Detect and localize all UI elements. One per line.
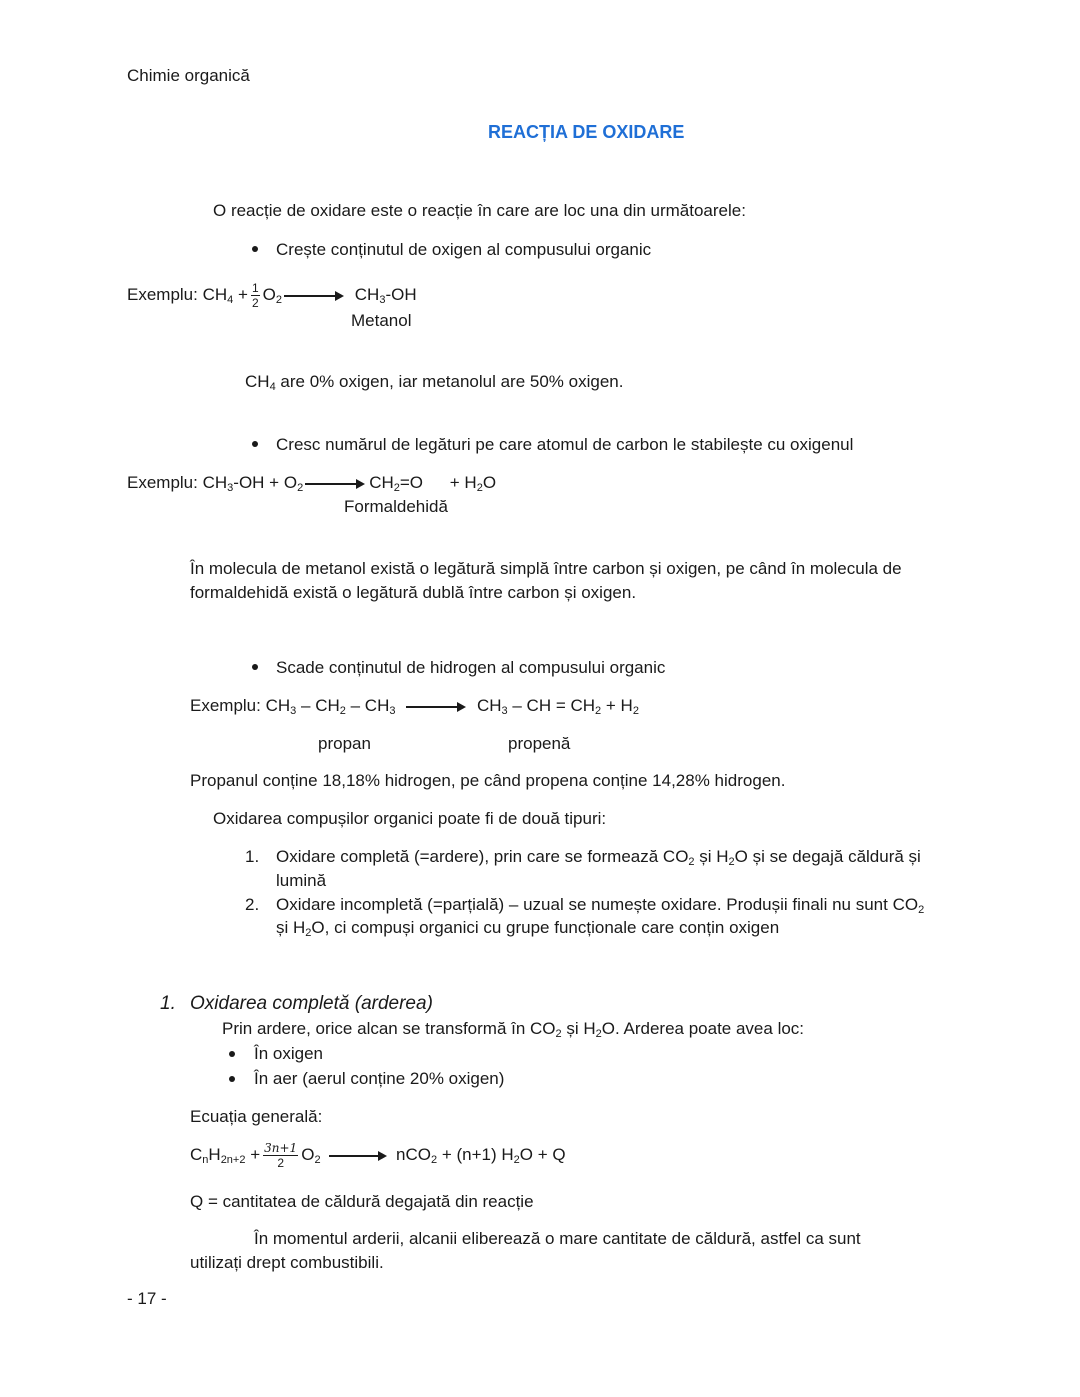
product-name-metanol: Metanol: [351, 311, 412, 330]
reaction-arrow-icon: [284, 295, 342, 297]
reaction-arrow-icon: [305, 483, 363, 485]
criterion-1-text: Crește conținutul de oxigen al compusului organic: [276, 240, 652, 259]
type-2-text-cont: și $H_2O$, ci compuși organici cu grupe funcționale care conțin oxigen: [276, 918, 780, 939]
type-2-text: Oxidare incompletă (=parțială) – uzual se numește oxidare. Produșii finali nu sunt $CO_2$: [276, 895, 925, 916]
example-1-equation: Exemplu: $CH_4$ + $\frac{1}{2}$ $O_2$ $CH_3-OH$: [127, 281, 417, 310]
bullet-icon: [252, 441, 258, 447]
general-equation: $C_nH_{2n+2}$ + $\frac{3n+1}{2}$ $O_2$ nCO$_2$ + (n+1) $H_2O + Q$: [190, 1141, 566, 1170]
equation-label: Ecuația generală:: [190, 1107, 323, 1126]
criterion-2-text: Cresc numărul de legături pe care atomul de carbon le stabilește cu oxigenul: [276, 435, 854, 454]
bullet-icon: [252, 664, 258, 670]
bullet-icon: [252, 246, 258, 252]
conclusion-line-2: utilizați drept combustibili.: [190, 1253, 384, 1272]
product-name-propena: propenă: [508, 734, 571, 753]
section-intro: Prin ardere, orice alcan se transformă în $CO_2$ și $H_2O$. Arderea poate avea loc:: [222, 1019, 805, 1040]
intro-text: O reacție de oxidare este o reacție în care are loc una din următoarele:: [213, 201, 746, 220]
bullet-icon: [229, 1051, 235, 1057]
type-1-text-cont: lumină: [276, 871, 327, 890]
section-bullet-1: În oxigen: [254, 1044, 323, 1063]
criterion-3-note: Propanul conține 18,18% hidrogen, pe când propena conține 14,28% hidrogen.: [190, 771, 786, 790]
type-1-number: 1.: [245, 847, 260, 866]
example-2-equation: Exemplu: $CH_3-OH + O_2$ $CH_2=O + H_2O$: [127, 473, 497, 494]
reaction-arrow-icon: [406, 706, 464, 708]
section-bullet-2: În aer (aerul conține 20% oxigen): [254, 1069, 505, 1088]
bullet-icon: [229, 1076, 235, 1082]
conclusion-line-1: În momentul arderii, alcanii eliberează o mare cantitate de căldură, astfel ca sunt: [254, 1229, 861, 1248]
section-heading: Oxidarea completă (arderea): [190, 993, 433, 1014]
section-number: 1.: [160, 993, 176, 1014]
fraction: $\frac{3n+1}{2}$: [264, 1141, 298, 1170]
criterion-1-note: $CH_4$ are 0% oxigen, iar metanolul are 50% oxigen.: [245, 372, 624, 393]
product-name-formaldehida: Formaldehidă: [344, 497, 448, 516]
criterion-3-text: Scade conținutul de hidrogen al compusului organic: [276, 658, 666, 677]
type-2-number: 2.: [245, 895, 260, 914]
fraction: $\frac{1}{2}$: [251, 281, 259, 310]
types-intro: Oxidarea compușilor organici poate fi de două tipuri:: [213, 809, 607, 828]
reaction-arrow-icon: [329, 1155, 385, 1157]
type-1-text: Oxidare completă (=ardere), prin care se formează $CO_2$ și $H_2O$ și se degajă căldură și: [276, 847, 921, 868]
criterion-2-note: În molecula de metanol există o legătură simplă între carbon și oxigen, pe când în molecula de formaldehidă există o legătură dublă între carbon și oxigen.: [190, 559, 902, 602]
example-3-equation: Exemplu: $CH_3 - CH_2 - CH_3$ $CH_3$ – CH = $CH_2 + H_2$: [190, 696, 639, 717]
reactant-name-propan: propan: [318, 734, 371, 753]
page-title: REACȚIA DE OXIDARE: [488, 122, 685, 142]
page-number: - 17 -: [127, 1289, 167, 1308]
q-definition: Q = cantitatea de căldură degajată din reacție: [190, 1192, 534, 1211]
running-header: Chimie organică: [127, 66, 250, 85]
